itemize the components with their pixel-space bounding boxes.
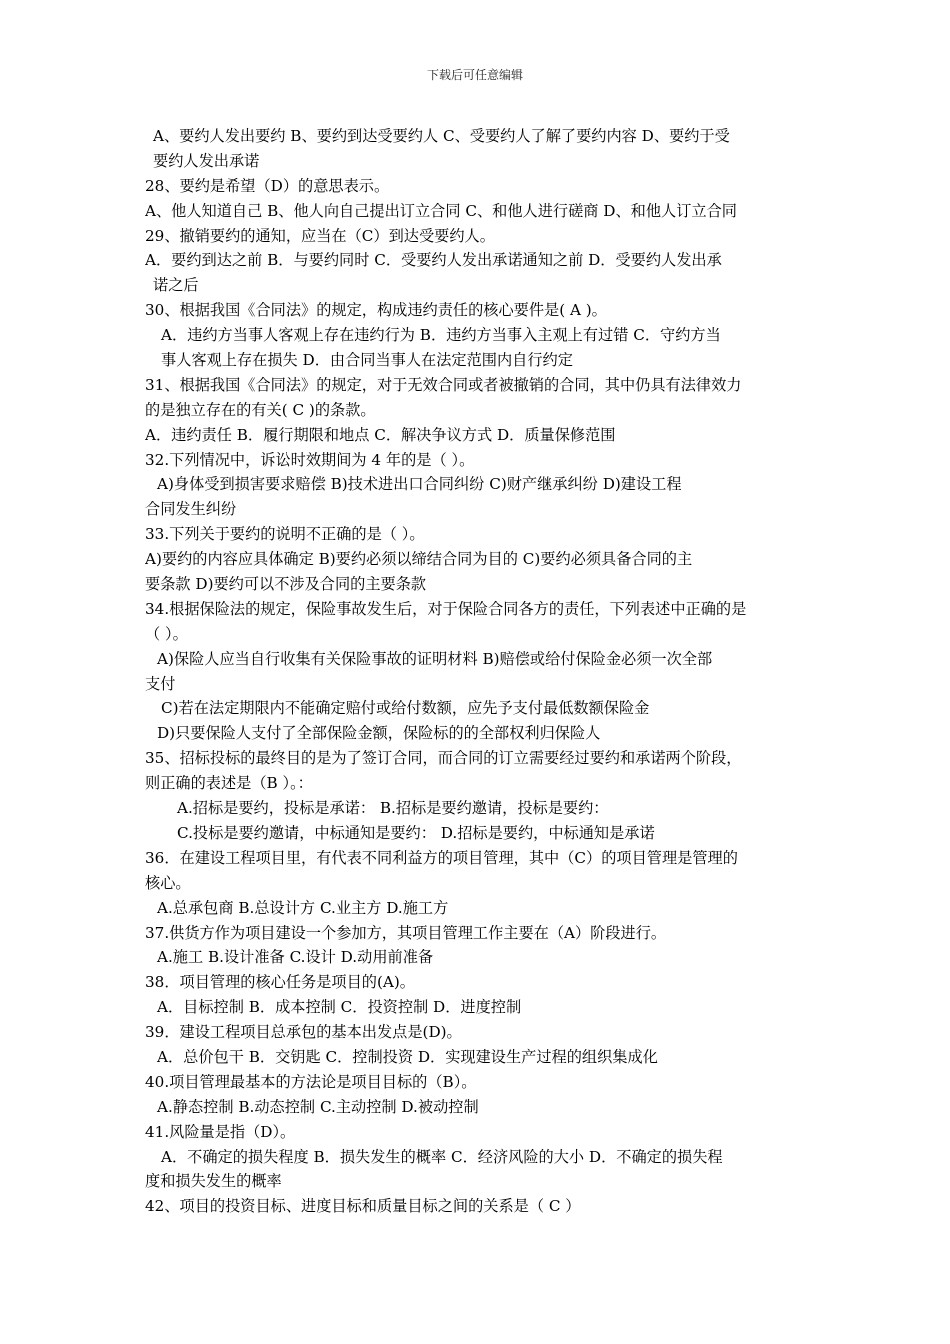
text-line: A.静态控制 B.动态控制 C.主动控制 D.被动控制 xyxy=(157,1097,479,1116)
text-line: C.投标是要约邀请，中标通知是要约： D.招标是要约，中标通知是承诺 xyxy=(177,823,655,842)
text-line: 41.风险量是指（D）。 xyxy=(145,1122,296,1141)
text-line: 要约人发出承诺 xyxy=(153,151,260,170)
document-body xyxy=(145,124,810,1219)
text-line: 30、根据我国《合同法》的规定，构成违约责任的核心要件是( A )。 xyxy=(145,301,607,320)
text-line: 42、项目的投资目标、进度目标和质量目标之间的关系是（ C ） xyxy=(145,1197,581,1216)
text-line: C)若在法定期限内不能确定赔付或给付数额，应先予支付最低数额保险金 xyxy=(161,699,650,718)
text-line: A．违约方当事人客观上存在违约行为 B．违约方当事入主观上有过错 C．守约方当 xyxy=(161,326,721,345)
text-line: 事人客观上存在损失 D．由合同当事人在法定范围内自行约定 xyxy=(161,351,573,370)
page-header: 下载后可任意编辑 xyxy=(426,68,523,82)
text-line: A)要约的内容应具体确定 B)要约必须以缔结合同为目的 C)要约必须具备合同的主 xyxy=(145,550,693,569)
text-line: 28、要约是希望（D）的意思表示。 xyxy=(145,176,390,195)
text-line: 则正确的表述是（B ）。： xyxy=(145,774,313,793)
text-line: 35、招标投标的最终目的是为了签订合同，而合同的订立需要经过要约和承诺两个阶段， xyxy=(145,749,742,768)
text-line: 的是独立存在的有关( C )的条款。 xyxy=(145,400,376,419)
text-line: A.施工 B.设计准备 C.设计 D.动用前准备 xyxy=(157,948,434,967)
text-line: A.招标是要约，投标是承诺： B.招标是要约邀请，投标是要约： xyxy=(177,799,609,818)
text-line: A)保险人应当自行收集有关保险事故的证明材料 B)赔偿或给付保险金必须一次全部 xyxy=(157,649,713,668)
text-line: A.总承包商 B.总设计方 C.业主方 D.施工方 xyxy=(157,898,449,917)
text-line: 33.下列关于要约的说明不正确的是（ ）。 xyxy=(145,525,425,544)
text-line: 34.根据保险法的规定，保险事故发生后，对于保险合同各方的责任，下列表述中正确的是 xyxy=(145,599,747,618)
text-line: （ ）。 xyxy=(145,624,188,643)
text-line: D)只要保险人支付了全部保险金额，保险标的的全部权利归保险人 xyxy=(157,724,601,743)
text-line: 支付 xyxy=(145,674,176,693)
text-line: 37.供货方作为项目建设一个参加方，其项目管理工作主要在（A）阶段进行。 xyxy=(145,923,667,942)
text-line: A．不确定的损失程度 B．损失发生的概率 C．经济风险的大小 D．不确定的损失程 xyxy=(161,1147,723,1166)
text-line: A、要约人发出要约 B、要约到达受要约人 C、受要约人了解了要约内容 D、要约于受 xyxy=(153,127,730,145)
text-line: A．目标控制 B．成本控制 C．投资控制 D．进度控制 xyxy=(157,998,522,1017)
text-line: A．总价包干 B．交钥匙 C．控制投资 D．实现建设生产过程的组织集成化 xyxy=(157,1047,658,1066)
text-line: 32.下列情况中，诉讼时效期间为 4 年的是（ ）。 xyxy=(145,450,475,469)
text-line: 合同发生纠纷 xyxy=(145,500,237,519)
text-line: 要条款 D)要约可以不涉及合同的主要条款 xyxy=(145,575,427,594)
text-line: 度和损失发生的概率 xyxy=(145,1172,282,1191)
text-line: 核心。 xyxy=(145,873,191,892)
text-line: A．要约到达之前 B．与要约同时 C．受要约人发出承诺通知之前 D．受要约人发出承 xyxy=(145,251,722,270)
text-line: A、他人知道自己 B、他人向自己提出订立合同 C、和他人进行磋商 D、和他人订立合同 xyxy=(145,201,737,220)
text-line: 36．在建设工程项目里，有代表不同利益方的项目管理，其中（C）的项目管理是管理的 xyxy=(145,848,738,867)
text-line: 31、根据我国《合同法》的规定，对于无效合同或者被撤销的合同，其中仍具有法律效力 xyxy=(145,375,742,394)
text-line: A)身体受到损害要求赔偿 B)技术进出口合同纠纷 C)财产继承纠纷 D)建设工程 xyxy=(157,475,682,494)
text-line: 39．建设工程项目总承包的基本出发点是(D)。 xyxy=(145,1023,462,1042)
text-line: 诺之后 xyxy=(153,276,199,295)
text-line: 40.项目管理最基本的方法论是项目目标的（B）。 xyxy=(145,1072,477,1091)
text-line: A．违约责任 B．履行期限和地点 C．解决争议方式 D．质量保修范围 xyxy=(145,425,616,444)
text-line: 38．项目管理的核心任务是项目的(A)。 xyxy=(145,973,415,992)
text-line: 29、撤销要约的通知，应当在（C）到达受要约人。 xyxy=(145,226,495,245)
